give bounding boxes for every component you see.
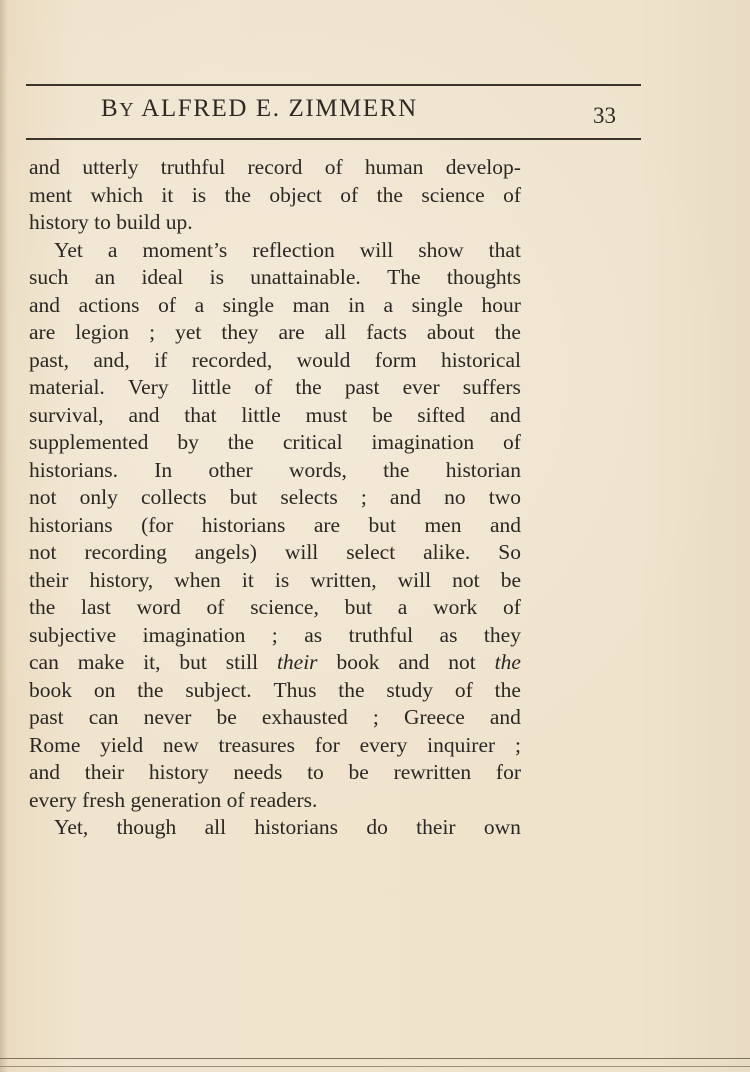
word: readers.: [249, 787, 318, 812]
word: alike.: [423, 540, 471, 564]
word: work: [433, 595, 478, 619]
word: legion: [75, 320, 130, 344]
word: and: [489, 402, 521, 427]
word: and: [398, 650, 430, 674]
word: the: [137, 677, 164, 702]
word: ever: [402, 375, 440, 399]
word: the: [383, 457, 410, 482]
word: of: [206, 595, 225, 619]
text-line: [29, 237, 521, 265]
word: be: [372, 402, 393, 427]
word: the: [494, 677, 521, 702]
word: historians: [29, 512, 113, 537]
word: their: [276, 650, 318, 674]
text-line: [29, 759, 521, 787]
word: ;: [360, 485, 367, 509]
word: of: [502, 595, 521, 619]
text-line: [29, 512, 521, 540]
text-line: [29, 182, 521, 210]
word: are: [29, 320, 56, 344]
word: be: [348, 760, 369, 784]
word: yet: [175, 320, 202, 344]
running-head: [101, 95, 418, 123]
header-bottom-rule: [26, 138, 641, 140]
word: past: [344, 375, 380, 399]
page-edge-shadow: [0, 0, 8, 1072]
word: about: [426, 320, 475, 344]
text-line: [29, 319, 521, 347]
word: subject.: [185, 677, 252, 702]
word: imagination: [142, 622, 246, 647]
word: and: [489, 512, 521, 537]
word: can: [88, 705, 119, 729]
word: their: [416, 815, 456, 839]
bottom-edge-line: [0, 1058, 750, 1059]
running-head-author: ALFRED E. ZIMMERN: [141, 95, 418, 122]
word: yield: [100, 732, 144, 757]
word: all: [204, 815, 227, 839]
word: Very: [127, 375, 169, 399]
text-line: [29, 649, 521, 677]
word: develop-: [445, 155, 521, 179]
word: not: [448, 650, 476, 674]
word: ;: [271, 622, 278, 647]
word: history: [29, 210, 95, 234]
word: object: [269, 182, 322, 207]
word: supplemented: [29, 430, 149, 454]
word: The: [387, 265, 421, 289]
word: is: [274, 567, 290, 592]
word: ;: [149, 320, 156, 344]
word: moment’s: [142, 237, 228, 262]
word: up.: [165, 210, 193, 234]
text-line: [29, 457, 521, 485]
word: man: [292, 292, 330, 317]
word: single: [411, 292, 463, 317]
word: but: [368, 512, 396, 537]
word: make: [77, 650, 125, 674]
word: historian: [445, 457, 521, 482]
word: such: [29, 265, 69, 289]
word: of: [324, 155, 343, 179]
word: other: [208, 457, 253, 482]
word: generation: [130, 787, 227, 812]
word: though: [116, 815, 177, 839]
text-line: [29, 704, 521, 732]
word: for: [314, 732, 340, 757]
word: Greece: [403, 705, 465, 729]
word: a: [107, 237, 118, 262]
word: (for: [141, 512, 174, 537]
word: men: [424, 512, 462, 537]
word: the: [295, 375, 322, 399]
word: be: [500, 567, 521, 592]
word: history,: [89, 567, 154, 592]
word: of: [503, 182, 521, 207]
word: but: [179, 650, 207, 674]
word: will: [284, 540, 319, 564]
word: record: [247, 155, 303, 179]
word: form: [374, 347, 417, 372]
word: of: [503, 430, 521, 454]
word: history: [148, 760, 209, 784]
bottom-edge-line: [0, 1066, 750, 1067]
word: a: [383, 292, 394, 317]
word: human: [364, 155, 424, 179]
word: fresh: [82, 787, 131, 812]
word: to: [307, 760, 324, 784]
word: last: [81, 595, 111, 619]
word: is: [209, 265, 224, 289]
word: written,: [310, 567, 377, 592]
word: a: [397, 595, 408, 619]
word: utterly: [82, 155, 139, 179]
word: In: [154, 457, 173, 482]
word: and: [389, 485, 421, 509]
text-line: [29, 814, 521, 842]
word: not: [29, 540, 57, 564]
word: if: [154, 347, 168, 372]
word: facts: [366, 320, 407, 344]
word: the: [494, 650, 521, 674]
word: not: [29, 485, 57, 509]
word: must: [305, 402, 348, 427]
text-line: [29, 484, 521, 512]
word: words,: [288, 457, 347, 482]
word: Yet: [54, 237, 83, 262]
word: the: [494, 320, 521, 344]
word: historical: [440, 347, 521, 372]
word: show: [418, 237, 464, 262]
word: their: [29, 567, 69, 592]
word: actions: [78, 292, 140, 317]
word: reflection: [252, 237, 335, 262]
text-line: [29, 374, 521, 402]
word: of: [254, 375, 273, 399]
word: past: [29, 705, 64, 729]
word: sifted: [417, 402, 466, 427]
text-line: [29, 787, 521, 815]
word: truthful: [348, 622, 414, 647]
word: and: [128, 402, 160, 427]
running-head-by-rest: Y: [119, 99, 135, 121]
word: it: [241, 567, 254, 592]
word: and: [29, 155, 61, 179]
word: every: [29, 787, 83, 812]
word: it: [161, 182, 174, 207]
word: an: [94, 265, 116, 289]
word: survival,: [29, 402, 104, 427]
word: the: [224, 182, 251, 207]
word: as: [304, 622, 323, 647]
word: Yet,: [54, 815, 89, 839]
word: by: [177, 430, 199, 454]
word: never: [143, 705, 192, 729]
word: exhausted: [261, 705, 348, 729]
word: will: [397, 567, 432, 592]
word: study: [386, 677, 433, 702]
word: all: [324, 320, 347, 344]
word: the: [376, 182, 403, 207]
word: select: [346, 540, 396, 564]
word: be: [216, 705, 237, 729]
word: ;: [372, 705, 379, 729]
text-line: [29, 347, 521, 375]
word: treasures: [218, 732, 295, 757]
word: they: [221, 320, 259, 344]
word: material.: [29, 375, 105, 399]
word: would: [296, 347, 351, 372]
word: word: [136, 595, 181, 619]
word: and,: [93, 347, 130, 372]
word: are: [313, 512, 341, 537]
word: but: [229, 485, 258, 509]
word: recording: [84, 540, 167, 564]
word: for: [495, 760, 521, 784]
word: to: [94, 210, 117, 234]
text-line: [29, 677, 521, 705]
word: the: [227, 430, 254, 454]
word: single: [222, 292, 275, 317]
text-line: [29, 594, 521, 622]
text-line: [29, 732, 521, 760]
word: thoughts: [446, 265, 521, 289]
word: hour: [481, 292, 521, 317]
word: a: [194, 292, 205, 317]
word: new: [162, 732, 199, 757]
word: little: [241, 402, 281, 427]
word: but: [344, 595, 373, 619]
word: inquirer: [427, 732, 496, 757]
word: only: [79, 485, 118, 509]
text-line: [29, 292, 521, 320]
word: when: [174, 567, 221, 592]
word: ment: [29, 182, 72, 207]
word: which: [90, 182, 143, 207]
word: it,: [143, 650, 161, 674]
word: own: [483, 815, 521, 839]
word: the: [338, 677, 365, 702]
header-top-rule: [26, 84, 641, 86]
running-head-by-initial: B: [101, 95, 120, 122]
word: and: [489, 705, 521, 729]
word: of: [340, 182, 359, 207]
word: collects: [140, 485, 207, 509]
word: Rome: [29, 732, 81, 757]
word: on: [93, 677, 116, 702]
word: science,: [250, 595, 319, 619]
word: ;: [514, 732, 521, 757]
word: So: [498, 540, 521, 564]
word: of: [226, 787, 250, 812]
running-head-by: [101, 95, 135, 122]
body-text: [29, 154, 521, 842]
word: in: [348, 292, 365, 317]
word: book: [336, 650, 380, 674]
word: ideal: [141, 265, 184, 289]
word: no: [444, 485, 466, 509]
word: that: [184, 402, 217, 427]
word: science: [421, 182, 485, 207]
word: historians.: [29, 457, 118, 482]
word: of: [158, 292, 176, 317]
word: that: [488, 237, 521, 262]
word: past,: [29, 347, 70, 372]
word: needs: [233, 760, 283, 784]
page-number: 33: [593, 103, 616, 128]
text-line: [29, 567, 521, 595]
word: critical: [282, 430, 343, 454]
word: are: [278, 320, 305, 344]
text-line: [29, 402, 521, 430]
word: still: [225, 650, 259, 674]
word: subjective: [29, 622, 117, 647]
word: build: [116, 210, 166, 234]
text-line: [29, 264, 521, 292]
text-line: [29, 429, 521, 457]
text-line: [29, 154, 521, 182]
word: Thus: [273, 677, 317, 702]
word: truthful: [160, 155, 226, 179]
word: they: [483, 622, 521, 647]
word: every: [359, 732, 408, 757]
word: can: [29, 650, 59, 674]
word: unattainable.: [250, 265, 361, 289]
word: not: [452, 567, 480, 592]
word: historians: [201, 512, 286, 537]
text-line: [29, 622, 521, 650]
word: is: [191, 182, 207, 207]
word: of: [454, 677, 473, 702]
word: book: [29, 677, 72, 702]
word: recorded,: [191, 347, 273, 372]
word: suffers: [462, 375, 521, 399]
word: will: [359, 237, 394, 262]
word: and: [29, 760, 61, 784]
word: and: [29, 292, 61, 317]
text-line: [29, 209, 521, 237]
word: selects: [280, 485, 338, 509]
word: angels): [194, 540, 257, 564]
word: the: [29, 595, 56, 619]
word: historians: [254, 815, 339, 839]
word: rewritten: [393, 760, 472, 784]
text-line: [29, 539, 521, 567]
word: imagination: [371, 430, 475, 454]
word: do: [366, 815, 388, 839]
word: little: [191, 375, 232, 399]
word: as: [439, 622, 458, 647]
word: their: [84, 760, 125, 784]
word: two: [488, 485, 521, 509]
